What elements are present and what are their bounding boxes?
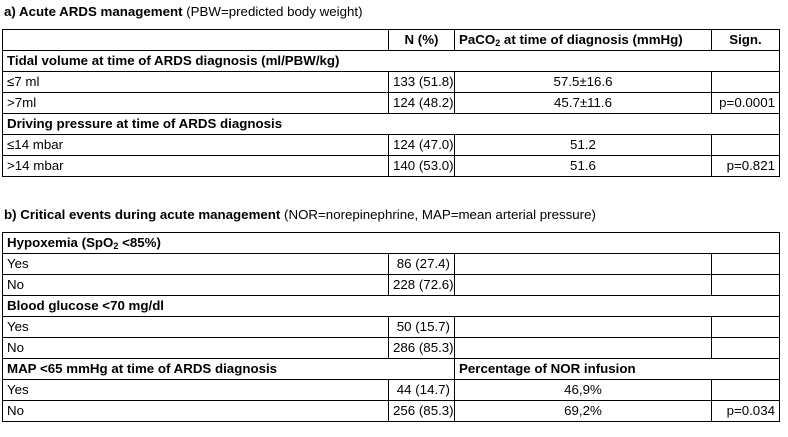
row-sign xyxy=(712,317,780,338)
row-sign: p=0.0001 xyxy=(712,93,780,114)
table-row xyxy=(3,93,780,114)
row-label: No xyxy=(3,401,389,422)
row-value xyxy=(455,275,712,296)
group-title-row xyxy=(3,51,780,72)
row-label: Yes xyxy=(3,317,389,338)
header-paco2: PaCO$_2$ at time of diagnosis (mmHg) xyxy=(455,30,712,51)
section-b-caption-note: (NOR=norepinephrine, MAP=mean arterial pressure) xyxy=(280,207,596,222)
table-row xyxy=(3,317,780,338)
row-n: 44 (14.7) xyxy=(389,380,455,401)
row-label: >7ml xyxy=(3,93,389,114)
nor-infusion-header: Percentage of NOR infusion xyxy=(455,359,780,380)
row-label: No xyxy=(3,338,389,359)
table-row xyxy=(3,254,780,275)
header-sign: Sign. xyxy=(712,30,780,51)
row-n: 140 (53.0) xyxy=(389,156,455,177)
row-value xyxy=(455,317,712,338)
table-row xyxy=(3,380,780,401)
table-row xyxy=(3,275,780,296)
section-a-caption xyxy=(4,3,363,21)
row-sign xyxy=(712,72,780,93)
section-b-caption-title: b) Critical events during acute management xyxy=(4,207,281,222)
hypoxemia-title: Hypoxemia (SpO$_2$ <85%) xyxy=(3,233,780,254)
row-sign xyxy=(712,338,780,359)
row-n: 256 (85.3) xyxy=(389,401,455,422)
tidal-volume-title: Tidal volume at time of ARDS diagnosis (ml/PBW/kg) xyxy=(3,51,780,72)
row-label: No xyxy=(3,275,389,296)
row-sign xyxy=(712,254,780,275)
critical-events-table xyxy=(2,232,780,422)
group-title-row xyxy=(3,233,780,254)
table-row xyxy=(3,401,780,422)
row-value: 51.2 xyxy=(455,135,712,156)
row-sign xyxy=(712,380,780,401)
row-n: 228 (72.6) xyxy=(389,275,455,296)
acute-ards-table xyxy=(2,29,780,177)
table-row xyxy=(3,338,780,359)
table-row xyxy=(3,72,780,93)
row-label: ≤7 ml xyxy=(3,72,389,93)
row-value: 69,2% xyxy=(455,401,712,422)
row-n: 133 (51.8) xyxy=(389,72,455,93)
row-n: 124 (48.2) xyxy=(389,93,455,114)
group-title-row xyxy=(3,296,780,317)
row-sign xyxy=(712,275,780,296)
group-title-row xyxy=(3,114,780,135)
row-label: >14 mbar xyxy=(3,156,389,177)
group-title-row xyxy=(3,359,780,380)
header-n: N (%) xyxy=(389,30,455,51)
section-a-caption-title: a) Acute ARDS management xyxy=(4,4,183,19)
section-b-caption xyxy=(4,206,596,224)
row-value: 51.6 xyxy=(455,156,712,177)
row-n: 124 (47.0) xyxy=(389,135,455,156)
row-sign xyxy=(712,135,780,156)
row-value xyxy=(455,254,712,275)
row-n: 286 (85.3) xyxy=(389,338,455,359)
row-label: Yes xyxy=(3,380,389,401)
table-row xyxy=(3,135,780,156)
row-value: 45.7±11.6 xyxy=(455,93,712,114)
header-empty-cell xyxy=(3,30,389,51)
row-label: ≤14 mbar xyxy=(3,135,389,156)
blood-glucose-title: Blood glucose <70 mg/dl xyxy=(3,296,780,317)
table-header-row xyxy=(3,30,780,51)
row-label: Yes xyxy=(3,254,389,275)
row-value xyxy=(455,338,712,359)
row-value: 46,9% xyxy=(455,380,712,401)
map-title: MAP <65 mmHg at time of ARDS diagnosis xyxy=(3,359,455,380)
row-value: 57.5±16.6 xyxy=(455,72,712,93)
section-a-caption-note: (PBW=predicted body weight) xyxy=(182,4,363,19)
row-sign: p=0.821 xyxy=(712,156,780,177)
driving-pressure-title: Driving pressure at time of ARDS diagnosis xyxy=(3,114,780,135)
row-sign: p=0.034 xyxy=(712,401,780,422)
row-n: 86 (27.4) xyxy=(389,254,455,275)
table-row xyxy=(3,156,780,177)
row-n: 50 (15.7) xyxy=(389,317,455,338)
